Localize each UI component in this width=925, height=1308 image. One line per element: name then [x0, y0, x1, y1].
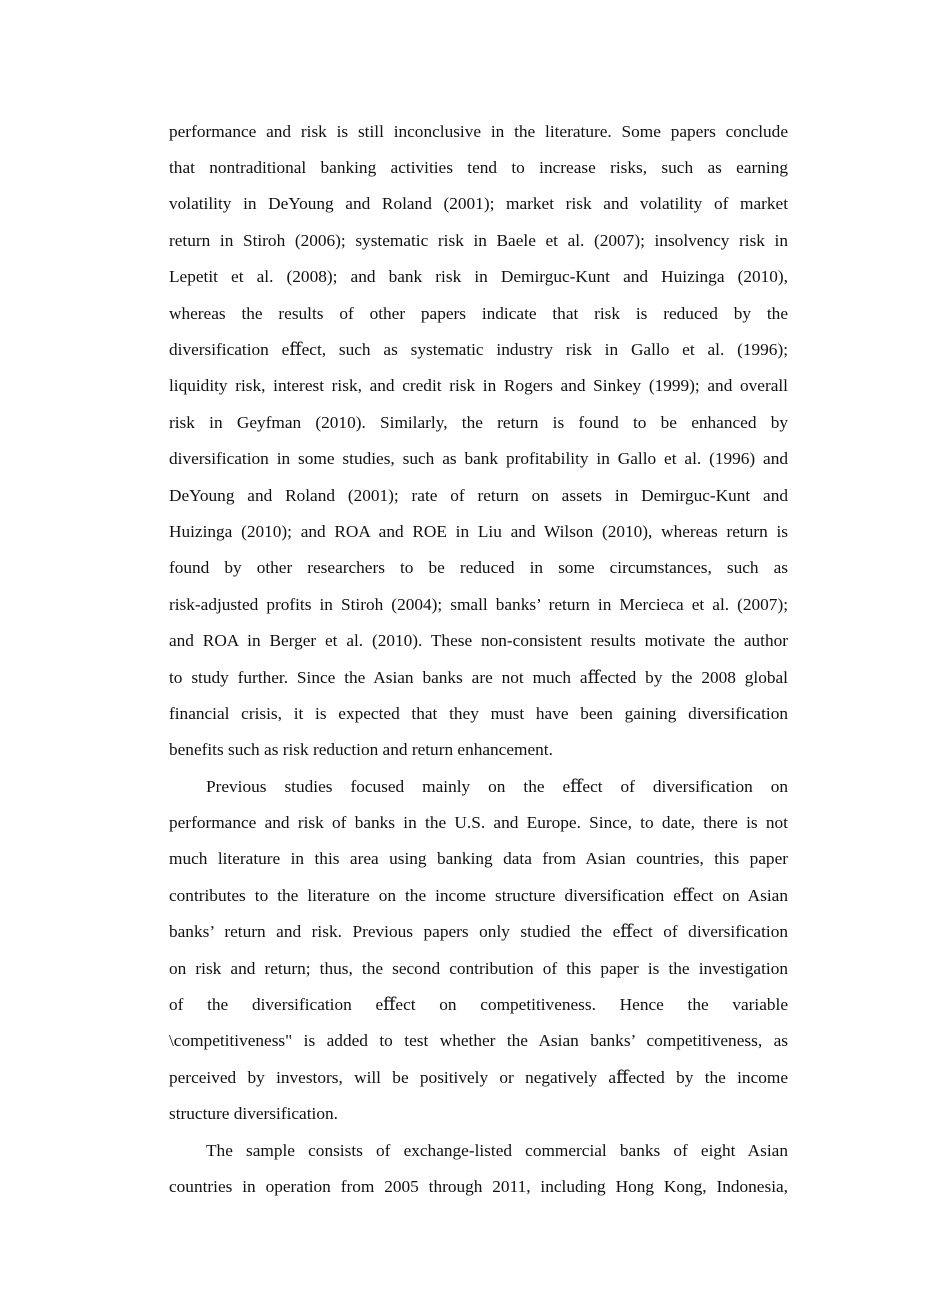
- text-line: countries in operation from 2005 through 2011, including Hong Kong, Indonesia,: [169, 1177, 788, 1196]
- text-line: banks’ return and risk. Previous papers only studied the eﬀect of diversification: [169, 922, 788, 941]
- text-line: volatility in DeYoung and Roland (2001); market risk and volatility of market: [169, 194, 788, 213]
- text-line: diversification eﬀect, such as systematic industry risk in Gallo et al. (1996);: [169, 340, 788, 359]
- text-line: Huizinga (2010); and ROA and ROE in Liu and Wilson (2010), whereas return is: [169, 522, 788, 541]
- text-line: and ROA in Berger et al. (2010). These non-consistent results motivate the author: [169, 631, 788, 650]
- text-line: on risk and return; thus, the second contribution of this paper is the investigation: [169, 959, 788, 978]
- text-line: return in Stiroh (2006); systematic risk in Baele et al. (2007); insolvency risk in: [169, 231, 788, 250]
- text-line: of the diversification eﬀect on competitiveness. Hence the variable: [169, 995, 788, 1014]
- text-line: diversification in some studies, such as bank profitability in Gallo et al. (1996) and: [169, 449, 788, 468]
- text-line: much literature in this area using banking data from Asian countries, this paper: [169, 849, 788, 868]
- text-line: \competitiveness" is added to test whether the Asian banks’ competitiveness, as: [169, 1031, 788, 1050]
- text-line: Lepetit et al. (2008); and bank risk in Demirguc-Kunt and Huizinga (2010),: [169, 267, 788, 286]
- text-line: DeYoung and Roland (2001); rate of return on assets in Demirguc-Kunt and: [169, 486, 788, 505]
- text-line: that nontraditional banking activities tend to increase risks, such as earning: [169, 158, 788, 177]
- text-line: structure diversification.: [169, 1104, 338, 1123]
- text-line: contributes to the literature on the income structure diversification eﬀect on Asian: [169, 886, 788, 905]
- text-line: benefits such as risk reduction and return enhancement.: [169, 740, 553, 759]
- text-line: risk-adjusted profits in Stiroh (2004); small banks’ return in Mercieca et al. (2007);: [169, 595, 788, 614]
- text-line: liquidity risk, interest risk, and credit risk in Rogers and Sinkey (1999); and overall: [169, 376, 788, 395]
- text-line: to study further. Since the Asian banks are not much aﬀected by the 2008 global: [169, 668, 788, 687]
- paragraph-first-line: Previous studies focused mainly on the eﬀect of diversification on: [206, 777, 788, 796]
- paragraph-first-line: The sample consists of exchange-listed commercial banks of eight Asian: [206, 1141, 788, 1160]
- text-line: financial crisis, it is expected that they must have been gaining diversification: [169, 704, 788, 723]
- text-line: found by other researchers to be reduced in some circumstances, such as: [169, 558, 788, 577]
- text-line: performance and risk of banks in the U.S. and Europe. Since, to date, there is not: [169, 813, 788, 832]
- text-line: risk in Geyfman (2010). Similarly, the return is found to be enhanced by: [169, 413, 788, 432]
- text-line: performance and risk is still inconclusive in the literature. Some papers conclude: [169, 122, 788, 141]
- text-line: whereas the results of other papers indicate that risk is reduced by the: [169, 304, 788, 323]
- text-line: perceived by investors, will be positively or negatively aﬀected by the income: [169, 1068, 788, 1087]
